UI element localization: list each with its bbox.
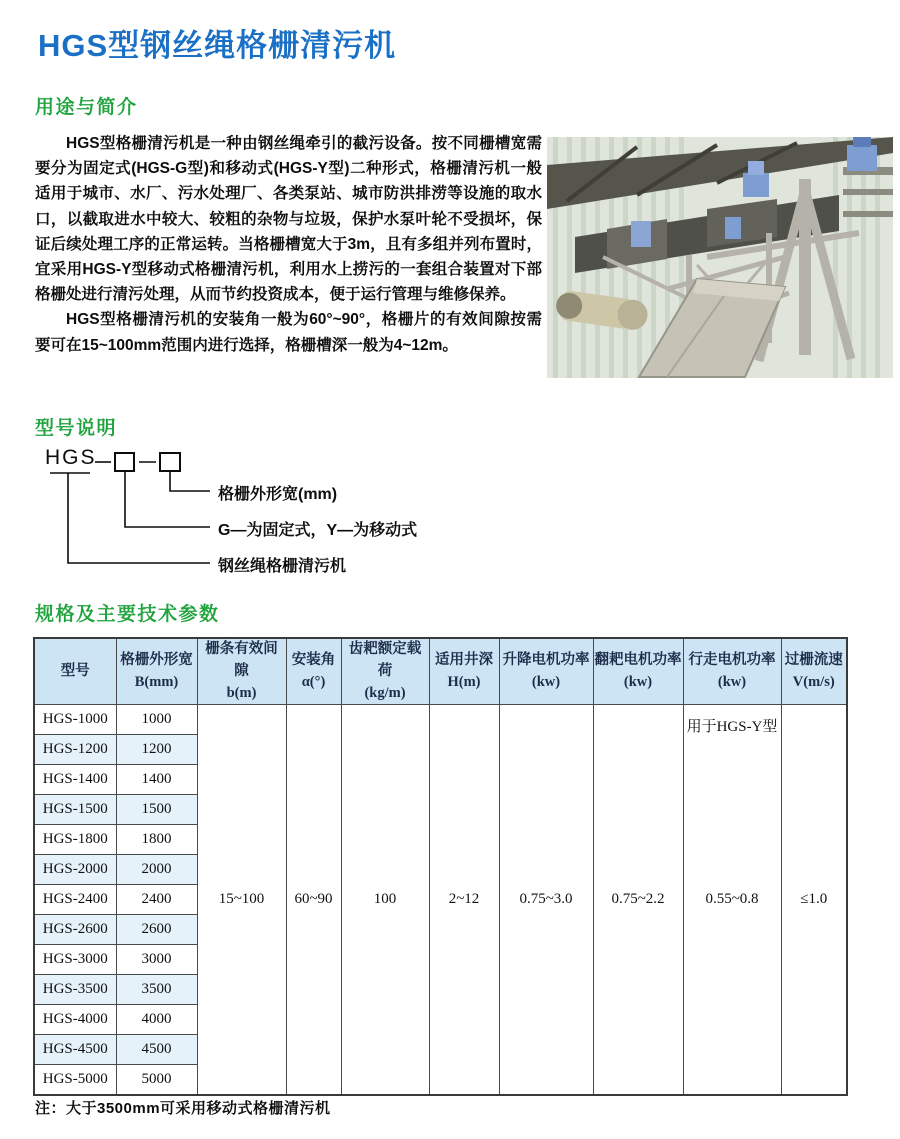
width-cell: 1400 [116,765,197,795]
width-cell: 2400 [116,885,197,915]
model-cell: HGS-1500 [34,795,116,825]
model-naming-diagram [0,440,900,590]
load-cell: 100 [341,705,429,1096]
rake-power-cell: 0.75~2.2 [593,705,683,1096]
label-grille-width: 格栅外形宽(mm) [218,486,338,503]
gap-cell: 15~100 [197,705,286,1096]
label-type-code: G—为固定式，Y—为移动式 [218,522,418,539]
model-prefix: HGS [45,446,97,469]
model-cell: HGS-4000 [34,1005,116,1035]
spec-table-body [34,705,847,1096]
travel-note: 用于HGS-Y型 [686,719,778,736]
width-cell: 4500 [116,1035,197,1065]
intro-paragraph-1: HGS型格栅清污机是一种由钢丝绳牵引的截污设备。按不同栅槽宽需要分为固定式(HGS-G型)和移动式(HGS-Y型)二种形式，格栅清污机一般适用于城市、水厂、污水处理厂、各类泵站、城市防洪排涝等设施的取水口，以截取进水中较大、较粗的杂物与垃圾，保护水泵叶轮不受损坏，保证后续处理工序的正常运转。当格栅槽宽大于3m，且有多组并列布置时，宜采用HGS-Y型移动式格栅清污机，利用水上捞污的一套组合装置对下部格栅处进行清污处理，从而节约投资成本，便于运行管理与维修保养。 [35,135,542,304]
model-heading: 型号说明 [35,418,118,439]
width-cell: 3000 [116,945,197,975]
model-cell: HGS-1200 [34,735,116,765]
label-machine-name: 钢丝绳格栅清污机 [218,558,347,575]
velocity-cell: ≤1.0 [781,705,847,1096]
col-header-0: 型号 [34,638,116,705]
model-cell: HGS-3500 [34,975,116,1005]
col-header-4: 齿耙额定载荷 (kg/m) [341,638,429,705]
model-cell: HGS-2600 [34,915,116,945]
col-header-8: 行走电机功率 (kw) [683,638,781,705]
footnote: 注：大于3500mm可采用移动式格栅清污机 [35,1100,331,1117]
col-header-3: 安装角 α(°) [286,638,341,705]
model-connector-lines [0,440,900,590]
model-cell: HGS-2000 [34,855,116,885]
width-cell: 2000 [116,855,197,885]
travel-power-value: 0.55~0.8 [705,891,759,908]
model-cell: HGS-2400 [34,885,116,915]
equipment-photo [547,137,893,378]
page-title: HGS型钢丝绳格栅清污机 [38,28,397,63]
lift-power-cell: 0.75~3.0 [499,705,593,1096]
width-cell: 5000 [116,1065,197,1096]
model-box-type [115,453,134,471]
model-cell: HGS-5000 [34,1065,116,1096]
width-cell: 3500 [116,975,197,1005]
col-header-5: 适用井深 H(m) [429,638,499,705]
model-box-width [160,453,180,471]
width-cell: 1800 [116,825,197,855]
width-cell: 1000 [116,705,197,735]
width-cell: 4000 [116,1005,197,1035]
col-header-7: 翻耙电机功率 (kw) [593,638,683,705]
model-cell: HGS-1400 [34,765,116,795]
model-cell: HGS-3000 [34,945,116,975]
spec-table [33,637,848,1096]
intro-paragraph-2: HGS型格栅清污机的安装角一般为60°~90°，格栅片的有效间隙按需要可在15~100mm范围内进行选择，格栅槽深一般为4~12m。 [35,311,542,354]
model-cell: HGS-1800 [34,825,116,855]
width-cell: 2600 [116,915,197,945]
angle-cell: 60~90 [286,705,341,1096]
intro-heading: 用途与简介 [35,97,138,118]
travel-power-cell [683,705,781,1096]
depth-cell: 2~12 [429,705,499,1096]
specs-heading: 规格及主要技术参数 [35,604,220,625]
col-header-6: 升降电机功率 (kw) [499,638,593,705]
model-cell: HGS-4500 [34,1035,116,1065]
col-header-1: 格栅外形宽 B(mm) [116,638,197,705]
intro-text [35,131,542,358]
width-cell: 1200 [116,735,197,765]
spec-header-row [34,638,847,705]
col-header-2: 栅条有效间隙 b(m) [197,638,286,705]
model-cell: HGS-1000 [34,705,116,735]
width-cell: 1500 [116,795,197,825]
col-header-9: 过栅流速 V(m/s) [781,638,847,705]
table-row [34,705,847,735]
